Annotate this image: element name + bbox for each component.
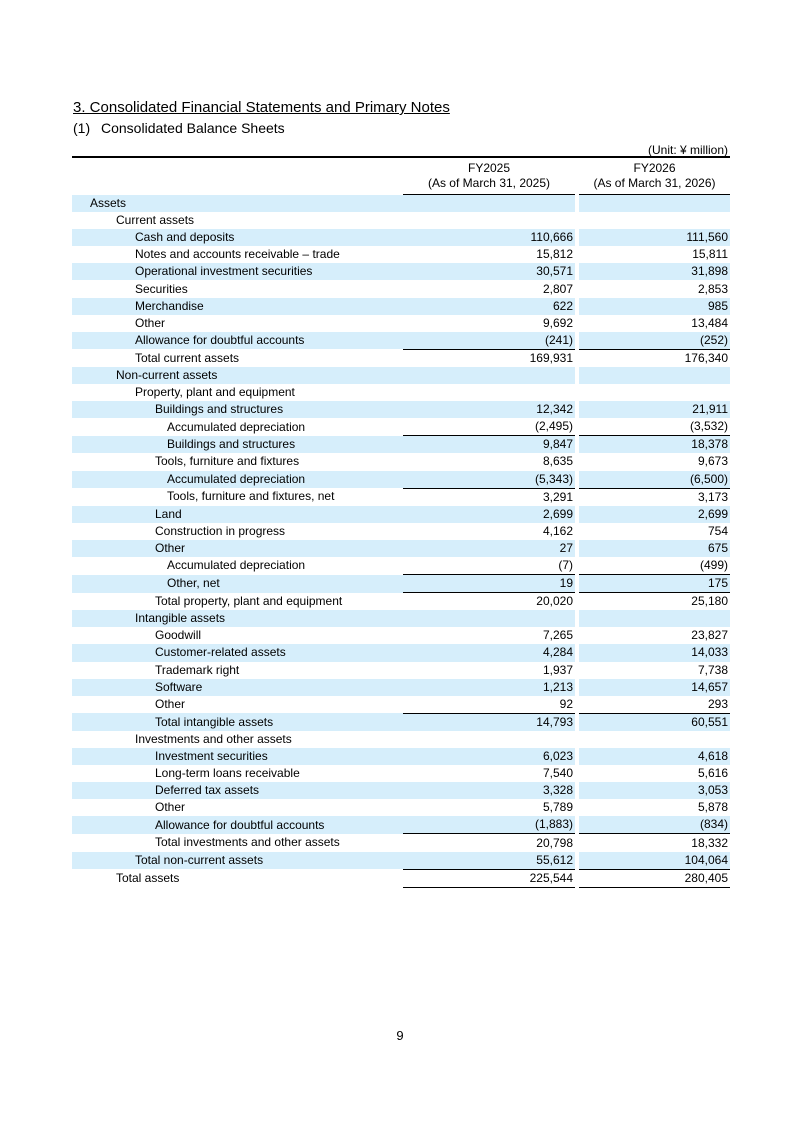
fy2026-value: 4,618 (579, 748, 730, 765)
fy2025-value: 3,328 (403, 782, 575, 799)
row-label: Accumulated depreciation (167, 558, 306, 573)
fy2026-value: 15,811 (692, 247, 728, 262)
fy2026-value: (252) (579, 332, 730, 350)
table-row (72, 436, 730, 454)
table-row (72, 488, 730, 506)
fy2026-value: 175 (579, 575, 730, 593)
balance-sheet-table (72, 156, 730, 888)
table-row (72, 644, 730, 661)
fy2026-value: (834) (579, 816, 730, 834)
row-label: Other, net (72, 575, 403, 593)
table-row (72, 627, 730, 644)
fy2026-value: 7,738 (697, 662, 728, 677)
fy2026-value: 18,378 (579, 436, 730, 454)
fy2025-value: 7,265 (542, 628, 573, 643)
table-row (72, 280, 730, 297)
fy2025-value: 4,162 (542, 523, 573, 538)
row-label: Tools, furniture and fixtures (155, 454, 300, 469)
fy2026-value: (499) (699, 558, 728, 573)
fy2025-value: 3,291 (403, 488, 575, 506)
table-row (72, 765, 730, 782)
row-label: Current assets (116, 213, 195, 228)
row-label: Property, plant and equipment (135, 385, 295, 400)
row-label: Other (155, 697, 186, 712)
fy2025-value: 2,699 (403, 506, 575, 523)
fy2025-value: 19 (403, 575, 575, 593)
fy2026-value: 31,898 (579, 263, 730, 280)
fy2025-value: 6,023 (403, 748, 575, 765)
fy2026-value: 754 (707, 523, 728, 538)
table-row (72, 593, 730, 611)
fy2026-value: 14,033 (579, 644, 730, 661)
fy2026-value: 111,560 (579, 229, 730, 246)
fy2025-value: 5,789 (542, 800, 573, 815)
table-row (72, 418, 730, 436)
row-label: Land (72, 506, 403, 523)
fy2025-value: 225,544 (403, 869, 575, 887)
table-row (72, 195, 730, 213)
row-label: Intangible assets (72, 610, 403, 627)
header-fy2025 (403, 157, 575, 195)
table-row (72, 523, 730, 540)
fy2025-value (403, 195, 575, 213)
fy2025-value: 20,798 (403, 834, 575, 852)
fy2026-value: 280,405 (579, 869, 730, 887)
fy2026-value (579, 195, 730, 213)
fy2025-value: 14,793 (403, 713, 575, 731)
row-label: Assets (72, 195, 403, 213)
table-row (72, 816, 730, 834)
row-label: Other (135, 315, 166, 330)
fy2026-value: 3,053 (579, 782, 730, 799)
fy2025-value: 1,937 (542, 662, 573, 677)
row-label: Securities (135, 281, 188, 296)
fy2025-value: 27 (403, 540, 575, 557)
row-label: Other (72, 540, 403, 557)
table-row (72, 834, 730, 852)
fy2025-value: (241) (403, 332, 575, 350)
row-label: Other (155, 800, 186, 815)
table-row (72, 799, 730, 816)
fy2026-value: 3,173 (579, 488, 730, 506)
fy2026-value (579, 610, 730, 627)
row-label: Total property, plant and equipment (155, 593, 343, 608)
table-row (72, 246, 730, 263)
balance-sheet-body (72, 195, 730, 888)
header-fy2025-period: FY2025 (467, 161, 511, 175)
table-row (72, 212, 730, 229)
row-label: Buildings and structures (72, 436, 403, 454)
fy2025-value: 622 (403, 298, 575, 315)
fy2025-value (403, 731, 575, 748)
table-row (72, 471, 730, 489)
row-label: Investment securities (72, 748, 403, 765)
fy2025-value: 15,812 (536, 247, 573, 262)
table-row (72, 852, 730, 870)
row-label: Accumulated depreciation (167, 419, 306, 434)
fy2026-value: 2,853 (697, 281, 728, 296)
row-label: Total non-current assets (72, 852, 403, 870)
fy2025-value: 92 (559, 696, 573, 711)
row-label: Total intangible assets (72, 713, 403, 731)
table-row (72, 506, 730, 523)
row-label: Accumulated depreciation (72, 471, 403, 489)
table-row (72, 263, 730, 280)
row-label: Deferred tax assets (72, 782, 403, 799)
header-fy2025-date: (As of March 31, 2025) (427, 176, 551, 190)
row-label: Long-term loans receivable (155, 766, 300, 781)
table-row (72, 748, 730, 765)
fy2026-value (579, 731, 730, 748)
fy2026-value: 60,551 (579, 713, 730, 731)
fy2025-value: 8,635 (542, 454, 573, 469)
fy2025-value: 9,847 (403, 436, 575, 454)
table-row (72, 679, 730, 696)
fy2026-value: 5,616 (697, 766, 728, 781)
unit-note: (Unit: ¥ million) (647, 143, 728, 157)
fy2026-value: 25,180 (579, 593, 730, 611)
fy2025-value: 55,612 (403, 852, 575, 870)
fy2026-value: 985 (579, 298, 730, 315)
fy2025-value: 4,284 (403, 644, 575, 661)
fy2026-value (579, 384, 730, 401)
table-row (72, 869, 730, 887)
table-row (72, 696, 730, 714)
row-label: Goodwill (155, 628, 202, 643)
fy2025-value: 30,571 (403, 263, 575, 280)
table-row (72, 332, 730, 350)
header-fy2026-date: (As of March 31, 2026) (593, 176, 716, 190)
fy2025-value: (2,495) (534, 419, 573, 434)
table-row (72, 315, 730, 332)
header-fy2026 (579, 157, 730, 195)
fy2026-value: 13,484 (691, 315, 728, 330)
table-row (72, 557, 730, 575)
table-row (72, 540, 730, 557)
row-label: Operational investment securities (72, 263, 403, 280)
fy2025-value (403, 212, 575, 229)
row-label: Total current assets (135, 350, 240, 365)
fy2025-value: 9,692 (542, 315, 573, 330)
fy2025-value: 110,666 (403, 229, 575, 246)
table-row (72, 229, 730, 246)
fy2026-value: 2,699 (579, 506, 730, 523)
row-label: Software (72, 679, 403, 696)
fy2026-value: 9,673 (697, 454, 728, 469)
header-fy2026-period: FY2026 (633, 161, 676, 175)
table-row (72, 662, 730, 679)
table-number: (1) (73, 120, 91, 136)
row-label: Trademark right (155, 662, 240, 677)
table-row (72, 713, 730, 731)
row-label: Allowance for doubtful accounts (72, 332, 403, 350)
fy2026-value (579, 212, 730, 229)
fy2025-value: (1,883) (403, 816, 575, 834)
table-header-row (72, 157, 730, 195)
table-row (72, 610, 730, 627)
table-row (72, 453, 730, 470)
fy2025-value: 2,807 (542, 281, 573, 296)
fy2026-value: 176,340 (579, 349, 730, 367)
fy2025-value: (5,343) (403, 471, 575, 489)
fy2025-value: 169,931 (403, 349, 575, 367)
table-row (72, 367, 730, 384)
row-label: Allowance for doubtful accounts (72, 816, 403, 834)
row-label: Investments and other assets (135, 731, 292, 746)
fy2026-value: 5,878 (697, 800, 728, 815)
fy2026-value: 293 (707, 696, 728, 711)
table-row (72, 298, 730, 315)
table-row (72, 575, 730, 593)
table-title-text: Consolidated Balance Sheets (101, 120, 285, 136)
fy2026-value: 14,657 (579, 679, 730, 696)
fy2026-value: 18,332 (579, 834, 730, 852)
fy2025-value (403, 367, 575, 384)
fy2025-value: 1,213 (403, 679, 575, 696)
row-label: Buildings and structures (72, 401, 403, 418)
header-label-cell (72, 157, 403, 195)
fy2026-value: 104,064 (579, 852, 730, 870)
row-label: Customer-related assets (72, 644, 403, 661)
section-heading: 3. Consolidated Financial Statements and Primary Notes (73, 99, 450, 116)
table-title (73, 120, 285, 136)
table-row (72, 782, 730, 799)
fy2025-value (403, 610, 575, 627)
table-row (72, 349, 730, 367)
fy2026-value: 23,827 (691, 628, 728, 643)
row-label: Merchandise (72, 298, 403, 315)
fy2026-value: 675 (579, 540, 730, 557)
row-label: Cash and deposits (72, 229, 403, 246)
fy2025-value (403, 384, 575, 401)
table-row (72, 384, 730, 401)
page-number: 9 (396, 1028, 404, 1043)
row-label: Total assets (116, 870, 180, 885)
fy2025-value: 20,020 (403, 593, 575, 611)
row-label: Non-current assets (72, 367, 403, 384)
row-label: Total investments and other assets (155, 835, 340, 850)
table-row (72, 731, 730, 748)
fy2025-value: (7) (558, 558, 573, 573)
fy2026-value: (6,500) (579, 471, 730, 489)
row-label: Construction in progress (155, 523, 286, 538)
fy2025-value: 7,540 (542, 766, 573, 781)
row-label: Tools, furniture and fixtures, net (167, 489, 335, 504)
table-row (72, 401, 730, 418)
fy2026-value (579, 367, 730, 384)
fy2026-value: 21,911 (579, 401, 730, 418)
fy2026-value: (3,532) (689, 419, 728, 434)
row-label: Notes and accounts receivable – trade (135, 247, 340, 262)
fy2025-value: 12,342 (403, 401, 575, 418)
